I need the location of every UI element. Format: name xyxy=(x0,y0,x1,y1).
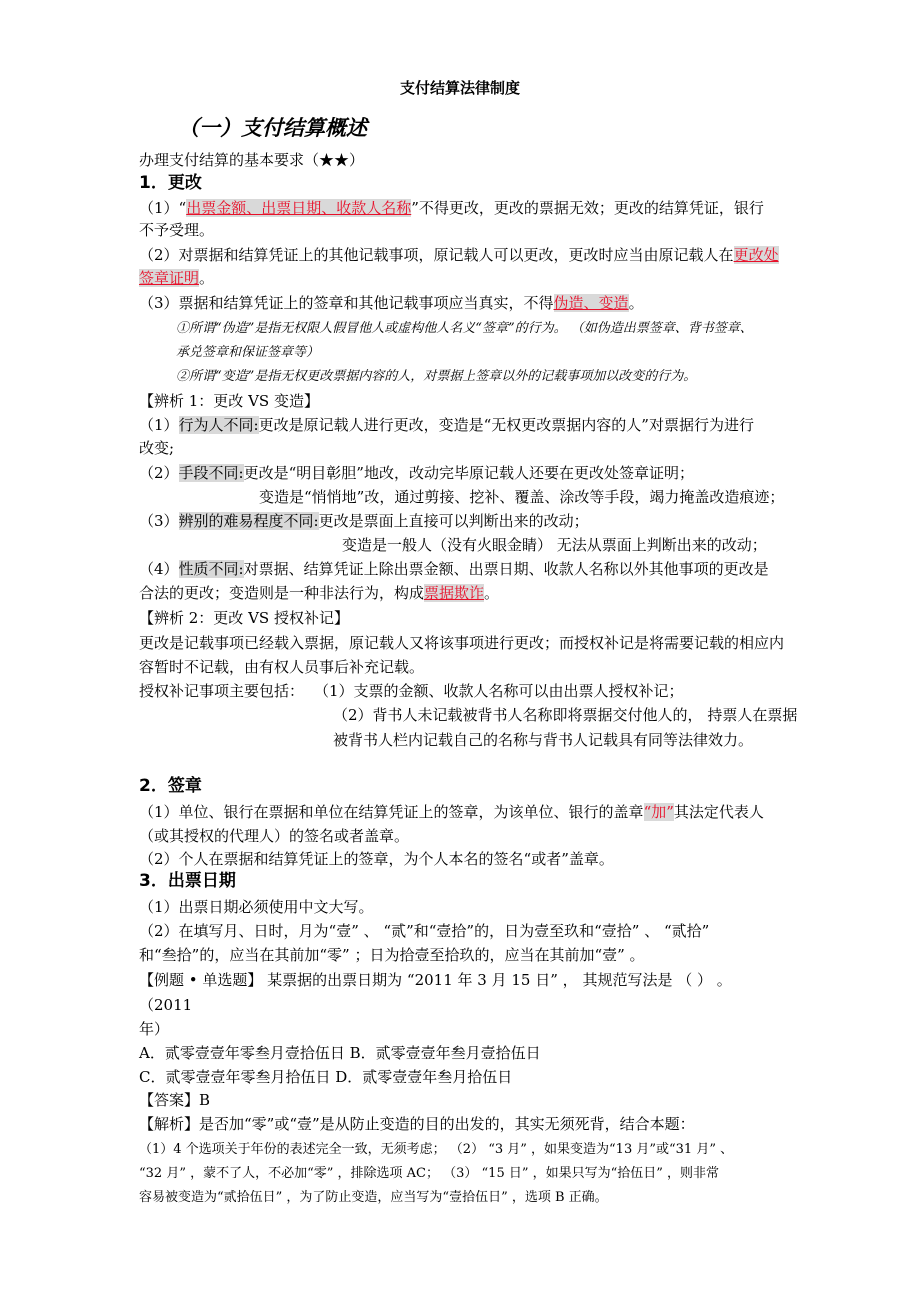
highlight-fields: 出票金额、出票日期、收款人名称 xyxy=(186,199,412,217)
document-title: 支付结算法律制度 xyxy=(399,79,520,97)
example-2011: （2011 xyxy=(139,996,193,1014)
change-p3: （3）票据和结算凭证上的签章和其他记载事项应当真实，不得伪造、变造。 xyxy=(139,294,644,312)
change-p1-cont: 不予受理。 xyxy=(139,221,215,239)
change-p1: （1）“出票金额、出票日期、收款人名称”不得更改，更改的票据无效；更改的结算凭证，银行 xyxy=(139,199,764,217)
example-question: 【例题 • 单选题】 某票据的出票日期为 “2011 年 3 月 15 日” ， 其规范写法是 （ ） 。 xyxy=(139,971,732,989)
analysis-line2: “32 月” ，蒙不了人，不必加“零” ，排除选项 AC； （3） “15 日” ，如果只写为“拾伍日” ，则非常 xyxy=(139,1166,720,1181)
example-year: 年） xyxy=(139,1020,170,1038)
heading-issue-date: 3．出票日期 xyxy=(139,871,236,891)
heading-signature: 2．签章 xyxy=(139,776,202,796)
date-p2-cont: 和“叁拾”的，应当在其前加“零” ；日为拾壹至拾玖的，应当在其前加“壹” 。 xyxy=(139,946,645,964)
change-p2-cont: 签章证明。 xyxy=(139,269,215,287)
analysis2-p2: 授权补记事项主要包括： （1）支票的金额、收款人名称可以由出票人授权补记； xyxy=(139,682,684,700)
analysis1-item4: （4）性质不同:对票据、结算凭证上除出票金额、出票日期、收款人名称以外其他事项的更改是 xyxy=(139,560,769,578)
analysis2-p1: 更改是记载事项已经载入票据，原记载人又将该事项进行更改；而授权补记是将需要记载的相应内 xyxy=(139,634,785,652)
analysis1-title: 【辨析 1：更改 VS 变造】 xyxy=(139,392,319,410)
analysis2-p1-cont: 容暂时不记载，由有权人员事后补充记载。 xyxy=(139,658,425,676)
analysis-line3: 容易被变造为“贰拾伍日” ，为了防止变造，应当写为“壹拾伍日” ，选项 B 正确。 xyxy=(139,1190,608,1205)
note-alter: ②所谓“变造”是指无权更改票据内容的人，对票据上签章以外的记载事项加以改变的行为。 xyxy=(176,369,697,384)
heading-change: 1．更改 xyxy=(139,173,202,193)
date-p1: （1）出票日期必须使用中文大写。 xyxy=(139,898,374,916)
analysis2-p3-cont: 被背书人栏内记载自己的名称与背书人记载具有同等法律效力。 xyxy=(333,731,754,749)
analysis1-item2-cont: 变造是“悄悄地”改，通过剪接、挖补、覆盖、涂改等手段，竭力掩盖改造痕迹； xyxy=(259,488,785,506)
analysis1-item1: （1）行为人不同:更改是原记载人进行更改，变造是“无权更改票据内容的人”对票据行为进行 xyxy=(139,416,754,434)
analysis1-item4-cont: 合法的更改；变造则是一种非法行为，构成票据欺诈。 xyxy=(139,584,500,602)
analysis1-item3: （3）辨别的难易程度不同:更改是票面上直接可以判断出来的改动； xyxy=(139,512,589,530)
answer: 【答案】B xyxy=(139,1091,211,1109)
note-forge-cont: 承兑签章和保证签章等） xyxy=(176,345,320,360)
analysis2-p3: （2）背书人未记载被背书人名称即将票据交付他人的， 持票人在票据 xyxy=(333,706,798,724)
date-p2: （2）在填写月、日时，月为“壹” 、 “贰”和“壹拾”的，日为壹至玖和“壹拾” 、 “贰拾” xyxy=(139,922,710,940)
analysis1-item3-cont: 变造是一般人（没有火眼金睛） 无法从票面上判断出来的改动； xyxy=(342,536,767,554)
analysis1-item2: （2）手段不同:更改是“明目彰胆”地改，改动完毕原记载人还要在更改处签章证明； xyxy=(139,464,694,482)
options-cd: C．贰零壹壹年零叁月拾伍日 D．贰零壹壹年叁月拾伍日 xyxy=(139,1068,513,1086)
note-forge: ①所谓“伪造”是指无权限人假冒他人或虚构他人名义“签章”的行为。 （如伪造出票签章、背书签章、 xyxy=(176,321,753,336)
analysis1-item1-cont: 改变; xyxy=(139,439,175,457)
intro-line: 办理支付结算的基本要求（★★） xyxy=(139,151,365,169)
options-ab: A．贰零壹壹年零叁月壹拾伍日 B．贰零壹壹年叁月壹拾伍日 xyxy=(139,1044,541,1062)
change-p2: （2）对票据和结算凭证上的其他记载事项，原记载人可以更改，更改时应当由原记载人在更改处 xyxy=(139,246,779,264)
signature-p1-cont: （或其授权的代理人）的签名或者盖章。 xyxy=(139,827,410,845)
signature-p2: （2）个人在票据和结算凭证上的签章，为个人本名的签名“或者”盖章。 xyxy=(139,850,614,868)
analysis-intro: 【解析】是否加“零”或“壹”是从防止变造的目的出发的，其实无须死背，结合本题： xyxy=(139,1115,695,1133)
analysis-line1: （1）4 个选项关于年份的表述完全一致，无须考虑； （2） “3 月” ，如果变造为“13 月”或“31 月” 、 xyxy=(139,1142,734,1157)
section-title: （一）支付结算概述 xyxy=(178,116,367,140)
analysis2-title: 【辨析 2：更改 VS 授权补记】 xyxy=(139,609,349,627)
signature-p1: （1）单位、银行在票据和单位在结算凭证上的签章，为该单位、银行的盖章“加”其法定代表人 xyxy=(139,803,764,821)
